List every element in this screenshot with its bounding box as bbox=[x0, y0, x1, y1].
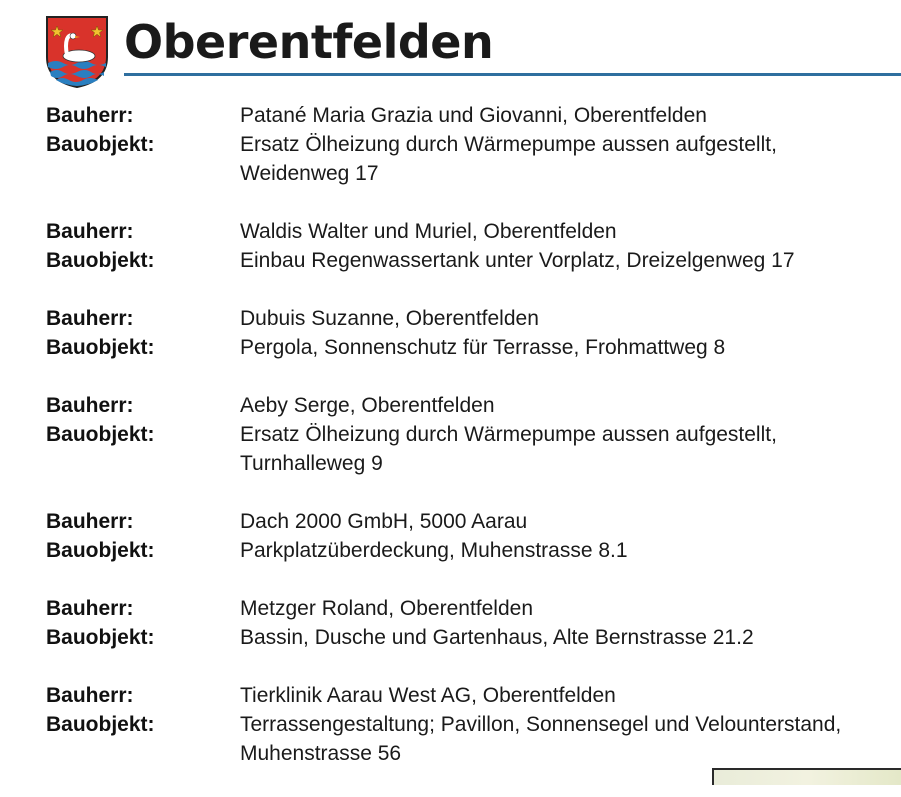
bauobjekt-row bbox=[0, 246, 901, 275]
bauherr-label: Bauherr: bbox=[46, 684, 134, 707]
bauherr-row bbox=[0, 101, 901, 130]
bauherr-label: Bauherr: bbox=[46, 220, 134, 243]
bauobjekt-label: Bauobjekt: bbox=[46, 626, 155, 649]
bauobjekt-value bbox=[240, 623, 901, 652]
bauherr-row bbox=[0, 507, 901, 536]
permit-entry bbox=[0, 391, 901, 478]
bauobjekt-line: Parkplatzüberdeckung, Muhenstrasse 8.1 bbox=[240, 539, 628, 562]
permit-entry bbox=[0, 507, 901, 565]
permit-entry bbox=[0, 304, 901, 362]
bauobjekt-label: Bauobjekt: bbox=[46, 336, 155, 359]
bauherr-row bbox=[0, 304, 901, 333]
bauobjekt-label: Bauobjekt: bbox=[46, 539, 155, 562]
bauobjekt-label: Bauobjekt: bbox=[46, 423, 155, 446]
bauherr-value: Dubuis Suzanne, Oberentfelden bbox=[240, 307, 539, 330]
municipal-coat-of-arms-icon bbox=[45, 15, 109, 89]
page-header bbox=[0, 0, 901, 80]
bauherr-row bbox=[0, 594, 901, 623]
bauherr-row bbox=[0, 681, 901, 710]
bauherr-value: Patané Maria Grazia und Giovanni, Oberentfelden bbox=[240, 104, 707, 127]
page-title: Oberentfelden bbox=[124, 15, 494, 69]
bauobjekt-value bbox=[240, 246, 901, 275]
bauobjekt-value bbox=[240, 420, 901, 478]
bauobjekt-label: Bauobjekt: bbox=[46, 249, 155, 272]
permit-entry bbox=[0, 681, 901, 768]
bauherr-label: Bauherr: bbox=[46, 510, 134, 533]
bauobjekt-line: Bassin, Dusche und Gartenhaus, Alte Bernstrasse 21.2 bbox=[240, 626, 754, 649]
permit-entry bbox=[0, 594, 901, 652]
bauobjekt-value bbox=[240, 536, 901, 565]
photo-thumbnail bbox=[712, 768, 901, 785]
bauherr-row bbox=[0, 391, 901, 420]
bauobjekt-line: Turnhalleweg 9 bbox=[240, 452, 383, 475]
bauherr-value: Tierklinik Aarau West AG, Oberentfelden bbox=[240, 684, 616, 707]
bauherr-value: Dach 2000 GmbH, 5000 Aarau bbox=[240, 510, 528, 533]
bauobjekt-value bbox=[240, 710, 901, 768]
bauherr-label: Bauherr: bbox=[46, 597, 134, 620]
bauobjekt-row bbox=[0, 130, 901, 188]
bauobjekt-label: Bauobjekt: bbox=[46, 133, 155, 156]
bauobjekt-line: Weidenweg 17 bbox=[240, 162, 379, 185]
bauobjekt-row bbox=[0, 710, 901, 768]
title-underline bbox=[124, 73, 901, 76]
bauobjekt-row bbox=[0, 536, 901, 565]
bauobjekt-line: Pergola, Sonnenschutz für Terrasse, Frohmattweg 8 bbox=[240, 336, 726, 359]
bauherr-value: Waldis Walter und Muriel, Oberentfelden bbox=[240, 220, 617, 243]
bauobjekt-line: Muhenstrasse 56 bbox=[240, 742, 402, 765]
bauobjekt-value bbox=[240, 333, 901, 362]
permit-entry bbox=[0, 217, 901, 275]
bauherr-label: Bauherr: bbox=[46, 394, 134, 417]
bauobjekt-line: Ersatz Ölheizung durch Wärmepumpe aussen aufgestellt, bbox=[240, 133, 777, 156]
bauherr-value: Metzger Roland, Oberentfelden bbox=[240, 597, 534, 620]
bauobjekt-line: Ersatz Ölheizung durch Wärmepumpe aussen aufgestellt, bbox=[240, 423, 777, 446]
bauherr-value: Aeby Serge, Oberentfelden bbox=[240, 394, 495, 417]
bauherr-label: Bauherr: bbox=[46, 307, 134, 330]
bauherr-label: Bauherr: bbox=[46, 104, 134, 127]
bauobjekt-row bbox=[0, 333, 901, 362]
bauherr-row bbox=[0, 217, 901, 246]
bauobjekt-line: Terrassengestaltung; Pavillon, Sonnensegel und Velounterstand, bbox=[240, 713, 842, 736]
building-permit-list bbox=[0, 101, 901, 797]
bauobjekt-row bbox=[0, 623, 901, 652]
bauobjekt-line: Einbau Regenwassertank unter Vorplatz, Dreizelgenweg 17 bbox=[240, 249, 795, 272]
bauobjekt-value bbox=[240, 130, 901, 188]
bauobjekt-row bbox=[0, 420, 901, 478]
bauobjekt-label: Bauobjekt: bbox=[46, 713, 155, 736]
permit-entry bbox=[0, 101, 901, 188]
